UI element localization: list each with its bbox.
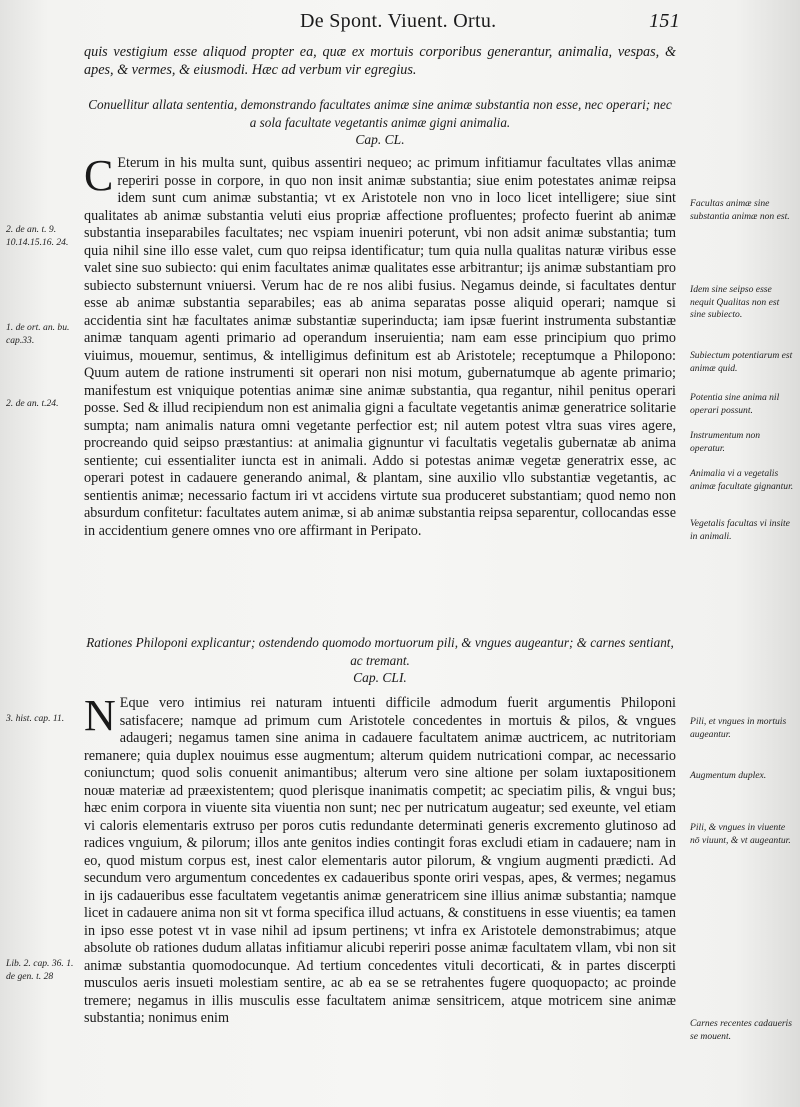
chapter-number: Cap. CL. <box>355 132 405 147</box>
margin-note-right: Vegetalis facultas vi insite in animali. <box>690 518 790 542</box>
section-cap-150 <box>84 96 676 540</box>
section-heading: Rationes Philoponi explicantur; ostendendo quomodo mortuorum pili, & vngues augeantur; & carnes sentiant, ac tremant. <box>86 635 674 668</box>
margin-note-right: Facultas animæ sine substantia animæ non est. <box>690 198 790 222</box>
body-text: Eque vero intimius rei naturam intuenti difficile admodum fuerit argumentis Philoponi satisfacere; namque ad primum cum Aristotele concedentes in mortuis & pilos, & vngues adaugeri; negamus tamen sine anima in cadauere facultatem animæ auctricem, ac nutritoriam remanere; quia duplex nouimus esse augmentum; alterum quidem nutricationi compar, ac necessario coniunctum; quod solis conuenit animantibus; alterum vero sine altione per solam iuxtapositionem nouæ materiæ ad præexistentem; quod plerisque inanimatis competit; ac speciatim pilis, & vngui bus; hæc enim corpora in viuente sita viuentia non sunt; nec per nutricatum augeatur; sed exeunte, vel etiam vi caloris elementaris extruso per poros cutis redundante determinati generis excremento glutinoso ad radices vnguium, & pilorum; illos ante genitos indies contingit foras excludi etiam in cadauere; nam in eo, quod mistum corpus est, inest calor elementaris autor pilorum, & vngium augmenti prædicti. Ad secundum vero argumentum concedentes ex cadaueribus sponte oriri vespas, apes, & vermes; negamus in ijs cadaueribus esse facultatem vegetantis animæ generatricem sine illius animæ substantia; namque licet in cadauere anima non sit vt forma specifica illud actuans, & constituens in esse viuentis; ea tamen in ipso esse potest vt in vase nihil ad ipsum pertinens; vt infra ex Aristotele demonstrabimus; atque absolute ob rationes dudum allatas infitiamur alicubi reperiri posse animæ facultatem vllam, vbi non sit animæ substantia quomodocunque. Ad tertium concedentes vituli decorticati, & in partes discerpti musculos aeris insueti molestiam sentire, ac ab ea se se retrahentes fugere quoquopacto; ac proinde tremere; negamus in illis musculis esse facultatem animæ sensitricem, atque motricem sine animæ substantia; nonimus enim <box>84 695 676 1026</box>
margin-note-right: Pili, et vngues in mortuis augeantur. <box>690 716 787 740</box>
margin-note-right: Subiectum potentiarum est animæ quid. <box>690 350 793 374</box>
margin-note-right: Idem sine seipso esse nequit Qualitas non est sine subiecto. <box>690 284 780 320</box>
margin-note-left: 1. de ort. an. bu. cap.33. <box>6 322 70 346</box>
body-text: Eterum in his multa sunt, quibus assentiri nequeo; ac primum infitiamur facultates vllas animæ reperiri posse in corpore, in quo non insit animæ substantia; siue enim potestates animæ reipsa idem sunt cum animæ substantia; vt ex Aristotele non vno in loco licet intelligere; siue sint qualitates ab animæ substantia veluti eius propriæ affectione profluentes; profecto fuerint ab animæ substantia inseparabiles facultates; nec vspiam inueniri poterunt, vbi non adsit animæ substantia; tum quia nihil sine illo esse valet, cum quo reipsa identificatur; tum quia nulla qualitas naturæ viribus esse valet sine suo subiecto: qui enim facultates animæ qualitates esse arbitrantur; ijs animæ substantiam pro subiecto substernunt vniuersi. Verum hac de re nos alibi fusius. Negamus deinde, si facultates dentur esse ab animæ substantia separabiles; eas ab anima separatas posse aliquid operari; namque si accidentia sint hæ facultates animæ substantiæ superinducta; iam ipsæ fuerint instrumenta substantiæ animæ tanquam agenti primario ad operandum inseruientia; nam eam esse principium quo primo viuimus, mouemur, sentimus, & intelligimus definitum est ab Aristotele; receptumque a Philopono: Quum autem de ratione instrumenti sit operari non nisi motum, gubernatumque ab agente primario; manifestum est vniquique potentias animæ sine animæ substantia, qua regantur, nihil penitus operari posse. Sed & illud recipiendum non est animalia gigni a facultate vegetantis animæ generatrice solitarie sumpta; nam animalis natura omni vegetante perfectior est; nil autem potest vltra suas vires agere, procreando quid seipso præstantius: at animalia gignuntur vi facultatis vegetalis gubernatæ ab anima sentiente; cui essentialiter iuncta est in animali. Addo si potestas animæ vegetæ generatrix esse, ac operari potest in cadauere generando animal, & plantam, sine auxilio vllo substantiæ vegetantis, ac sentientis animæ; necessario factum iri vt accidens virtute sua produceret substantiam; quod nemo non absurdum confitetur: facultates autem animæ, si ab animæ substantia reipsa separentur, collocandas esse in accidentium genere omnes vno ore affirmant in Peripato. <box>84 155 676 539</box>
section-heading: Conuellitur allata sententia, demonstrando facultates animæ sine animæ substantia non esse, nec operari; nec a sola facultate vegetantis animæ gigni animalia. <box>88 97 672 130</box>
margin-note-right: Augmentum duplex. <box>690 770 767 781</box>
running-head-title: De Spont. Viuent. Ortu. <box>300 10 497 32</box>
page-number: 151 <box>649 10 680 32</box>
opening-paragraph <box>84 44 676 79</box>
margin-note-right: Pili, & vngues in viuente nō viuunt, & vt augeantur. <box>690 822 791 846</box>
margin-note-right: Instrumentum non operatur. <box>690 430 761 454</box>
chapter-number: Cap. CLI. <box>353 670 407 685</box>
section-cap-151 <box>84 634 676 1028</box>
margin-note-left: Lib. 2. cap. 36. 1. de gen. t. 28 <box>6 958 74 982</box>
margin-note-right: Potentia sine anima nil operari possunt. <box>690 392 780 416</box>
running-head <box>300 10 680 33</box>
opening-text: quis vestigium esse aliquod propter ea, quæ ex mortuis corporibus generantur, animalia, vespas, & apes, & vermes, & eiusmodi. Hæc ad verbum vir egregius. <box>84 44 676 78</box>
drop-capital: N <box>84 691 116 740</box>
margin-note-left: 2. de an. t. 9. 10.14.15.16. 24. <box>6 224 69 248</box>
margin-note-right: Carnes recentes cadaueris se mouent. <box>690 1018 792 1042</box>
margin-note-left: 3. hist. cap. 11. <box>6 713 65 724</box>
margin-note-left: 2. de an. t.24. <box>6 398 59 409</box>
margin-note-right: Animalia vi a vegetalis animæ facultate gignantur. <box>690 468 794 492</box>
drop-capital: C <box>84 151 114 200</box>
